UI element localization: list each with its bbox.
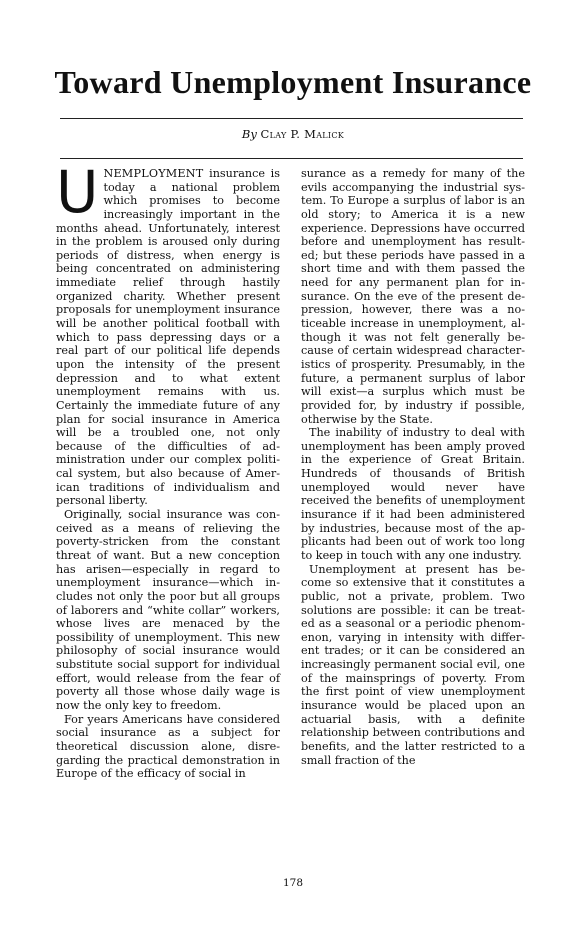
title-rule-top (60, 118, 523, 119)
author-name: Clay P. Malick (260, 127, 345, 141)
paragraph-text: insurance is today a national problem which promises to become increasingly important in the months ahead. Unfortunately, interest in the problem is aroused only during periods of distress, when energy is being concentrated on administering immediate relief through hastily organized charity. Whether present proposals for unemployment insurance will be another political football with which to pass depressing days or a real part of our political life depends upon the intensity of the present depression and to what extent unemployment remains with us. Certainly the immediate future of any plan for social insurance in America will be a troubled one, not only because of the difficulties of administration under our complex political system, but also because of American traditions of individualism and personal liberty. (56, 167, 280, 508)
lead-words: NEMPLOYMENT (103, 167, 204, 180)
article-title: Toward Unemployment Insurance (54, 64, 532, 100)
paragraph: surance as a remedy for many of the evils accompanying the industrial system. To Europe a surplus of labor is an old story; to America it is a new experience. Depressions have occurred before and unemployment has resulted; but these periods have passed in a short time and with them passed the need for any permanent plan for insurance. On the eve of the present depression, however, there was a noticeable increase in unemployment, although it was not felt generally because of certain widespread characteristics of prosperity. Presumably, in the future, a permanent surplus of labor will exist—a surplus which must be provided for, by industry if possible, otherwise by the State. (301, 167, 525, 426)
paragraph: Unemployment at present has become so extensive that it constitutes a public, not a private, problem. Two solutions are possible: it can be treated as a seasonal or a periodic phenomenon, varying in intensity with different trades; or it can be considered an increasingly permanent social evil, one of the mainsprings of poverty. From the first point of view unemployment insurance would be placed upon an actuarial basis, with a definite relationship between contributions and benefits, and the latter restricted to a small fraction of the (301, 562, 525, 767)
paragraph (56, 158, 280, 508)
byline (0, 127, 586, 141)
byline-prefix: By (241, 127, 257, 141)
right-column (301, 167, 525, 767)
drop-cap: U (56, 158, 99, 226)
paragraph: The inability of industry to deal with unemployment has been amply proved in the experience of Great Britain. Hundreds of thousands of British unemployed would never have received the benefits of unemployment insurance if it had been administered by industries, because most of the applicants had been out of work too long to keep in touch with any one industry. (301, 426, 525, 562)
left-column (56, 158, 280, 781)
page-number: 178 (282, 877, 304, 889)
title-rule-bottom (60, 158, 523, 159)
paragraph: Originally, social insurance was conceived as a means of relieving the poverty-stricken from the constant threat of want. But a new conception has arisen—especially in regard to unemployment insurance—which includes not only the poor but all groups of laborers and “white collar” workers, whose lives are menaced by the possibility of unemployment. This new philosophy of social insurance would substitute social support for individual effort, would release from the fear of poverty all those whose daily wage is now the only key to freedom. (56, 508, 280, 712)
paragraph: For years Americans have considered social insurance as a subject for theoretical discussion alone, disregarding the practical demonstration in Europe of the efficacy of social in (56, 712, 280, 781)
